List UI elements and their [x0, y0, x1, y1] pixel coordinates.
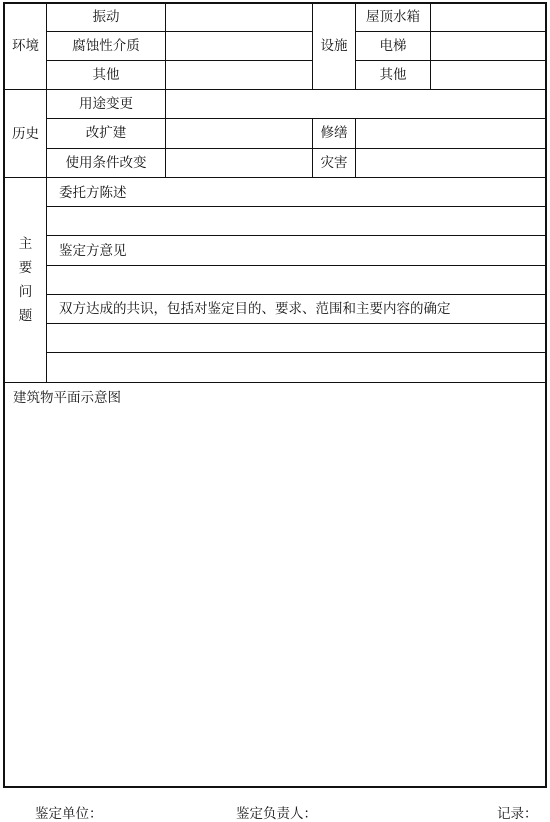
facility-other-value-cell[interactable]: [431, 61, 545, 89]
recorder-label: 记录：: [497, 806, 538, 822]
usage-condition-value-cell[interactable]: [166, 149, 312, 177]
environment-item-vibration: 振动: [92, 9, 120, 25]
history-item-repair: 修缮: [320, 125, 348, 141]
appraisal-responsible-label: 鉴定负责人：: [236, 806, 317, 822]
main-issues-char-1: 主: [18, 236, 33, 252]
history-item-usage-change: 用途变更: [79, 96, 133, 112]
environment-other-value-cell[interactable]: [166, 61, 312, 89]
consensus-field[interactable]: [47, 324, 545, 382]
corrosive-medium-value-cell[interactable]: [166, 32, 312, 60]
facility-item-elevator: 电梯: [379, 38, 407, 54]
plan-diagram-label: 建筑物平面示意图: [13, 390, 121, 406]
history-label: 历史: [12, 126, 39, 142]
history-item-renovation-expansion: 改扩建: [85, 125, 127, 141]
appraisal-unit-label: 鉴定单位：: [35, 806, 103, 822]
client-statement-field[interactable]: [47, 207, 545, 235]
consensus-label: 双方达成的共识，包括对鉴定目的、要求、范围和主要内容的确定: [59, 301, 451, 317]
history-item-disaster: 灾害: [320, 155, 348, 171]
environment-item-other: 其他: [92, 67, 120, 83]
main-issues-char-3: 问: [18, 284, 33, 300]
client-statement-label: 委托方陈述: [59, 185, 127, 201]
elevator-value-cell[interactable]: [431, 32, 545, 60]
main-issues-char-4: 题: [18, 308, 33, 324]
appraiser-opinion-label: 鉴定方意见: [59, 243, 127, 259]
history-item-usage-condition-change: 使用条件改变: [65, 155, 147, 171]
facility-item-roof-water-tank: 屋顶水箱: [366, 9, 420, 25]
facility-item-other: 其他: [379, 67, 407, 83]
vibration-value-cell[interactable]: [166, 3, 312, 31]
appraisal-form: [3, 2, 547, 788]
usage-change-value-cell[interactable]: [166, 90, 545, 118]
disaster-value-cell[interactable]: [356, 149, 545, 177]
roof-water-tank-value-cell[interactable]: [431, 3, 545, 31]
environment-label: 环境: [12, 38, 39, 54]
renovation-value-cell[interactable]: [166, 119, 312, 148]
repair-value-cell[interactable]: [356, 119, 545, 148]
environment-item-corrosive-medium: 腐蚀性介质: [72, 38, 140, 54]
appraiser-opinion-field[interactable]: [47, 266, 545, 294]
main-issues-char-2: 要: [18, 260, 33, 276]
plan-diagram-area[interactable]: [5, 410, 545, 786]
facilities-label: 设施: [320, 38, 348, 54]
